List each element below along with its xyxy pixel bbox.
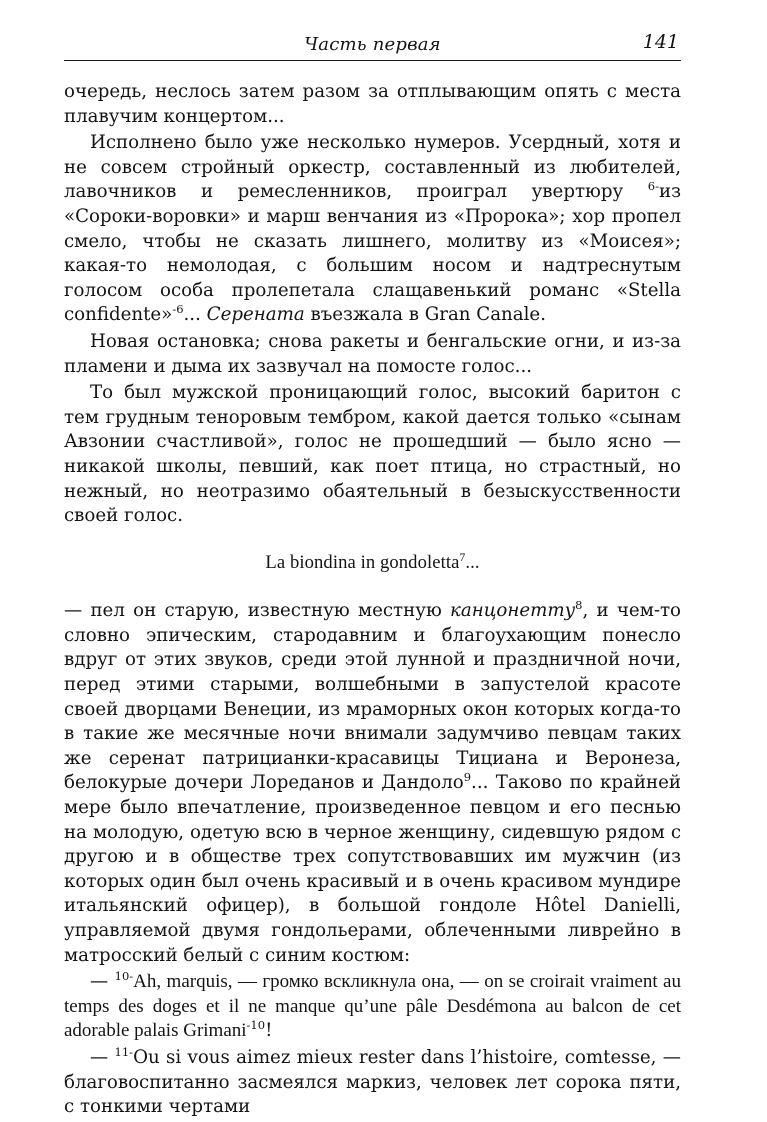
- footnote-marker: 11-: [114, 1044, 134, 1059]
- footnote-marker: -10: [246, 1018, 266, 1033]
- running-header: [64, 26, 681, 61]
- italic-term: Серената: [206, 304, 305, 326]
- dialogue-countess: [64, 970, 681, 1044]
- page-number: 141: [642, 31, 679, 53]
- italic-term: канцонетту: [450, 600, 576, 622]
- section-title: Часть первая: [304, 34, 441, 55]
- text-run: ... Таково по крайней мере было впечатление, произведенное певцом и его песнью на молодую, одетую всю в черное женщину, сидевшую рядом с другою и в обществе трех сопутствовавших им мужчин (из которых один был очень красивый и в очень красивом мундире итальянский офицер), в большой гондоле Hôtel Danielli, управляемой двумя гондольерами, облеченными ливрейно в матросский белый с синим костюм:: [64, 772, 681, 966]
- text-run: Ah, marquis, — громко вскликнула она, — on se croirait vraiment au temps des doges et il ne manque qu’une pâle Desdémona au balcon de cet adorable palais Grimani: [64, 971, 681, 1042]
- footnote-marker: 9: [463, 770, 472, 785]
- text-run: Исполнено было уже несколько нумеров. Усердный, хотя и не совсем стройный оркестр, составленный из любителей, лавочников и ремесленников, проиграл увертюру: [64, 132, 681, 203]
- footnote-marker: 6-: [647, 179, 659, 194]
- song-title-line: [64, 551, 681, 576]
- paragraph-continuation: очередь, неслось затем разом за отплывающим опять с места плавучим концертом...: [64, 81, 681, 127]
- dialogue-dash: —: [90, 971, 109, 993]
- footnote-marker: 7: [459, 551, 466, 564]
- text-run: , и чем-то словно эпическим, стародавним и благоухающим понесло вдруг от этих звуков, среди этой лунной и праздничной ночи, перед этими старыми, волшебными в запустелой красоте своей дворцами Венеции, из мраморных окон которых когда-то в такие же месячные ночи внимали задумчиво певцам таких же серенат патрицианки-красавицы Тициана и Веронеза, белокурые дочери Лореданов и Дандоло: [64, 600, 681, 794]
- text-run: из «Сороки-воровки» и марш венчания из «Пророка»; хор пропел смело, чтобы не сказать лишнего, молитву из «Моисея»; какая-то немолодая, с большим носом и надтреснутым голосом особа пролепетала слащавенький романс «Stella confidente»: [64, 181, 681, 326]
- paragraph-voice: То был мужской проницающий голос, высокий баритон с тем грудным теноровым тембром, какой дается только «сынам Авзонии счастливой», голос не прошедший — было ясно — никакой школы, певший, как поет птица, но страстный, но нежный, но неотразимо обаятельный в безыскусственности своей голос.: [64, 382, 681, 527]
- paragraph-concert: [64, 131, 681, 328]
- body-text: [64, 80, 681, 1122]
- footnote-marker: 10-: [114, 969, 134, 984]
- dialogue-marquis: [64, 1046, 681, 1120]
- text-run: Ou si vous aimez mieux rester dans l’histoire, comtesse, — благовоспитанно засмеялся маркиз, человек лет сорока пяти, с тонкими чертами: [64, 1046, 681, 1118]
- footnote-marker: 8: [575, 598, 583, 613]
- text-run: — пел он старую, известную местную: [64, 600, 442, 622]
- text-run: въезжала в Gran Canale.: [310, 304, 546, 326]
- text-run: ...: [465, 551, 480, 573]
- paragraph-stop: Новая остановка; снова ракеты и бенгальские огни, и из-за пламени и дыма их зазвучал на помосте голос...: [64, 330, 681, 377]
- footnote-marker: -6: [172, 302, 184, 317]
- song-title: La biondina in gondoletta: [265, 551, 460, 573]
- dialogue-dash: —: [90, 1046, 109, 1068]
- text-run: ...: [183, 304, 201, 326]
- paragraph-canzonetta: [64, 599, 681, 968]
- text-run: !: [265, 1020, 273, 1042]
